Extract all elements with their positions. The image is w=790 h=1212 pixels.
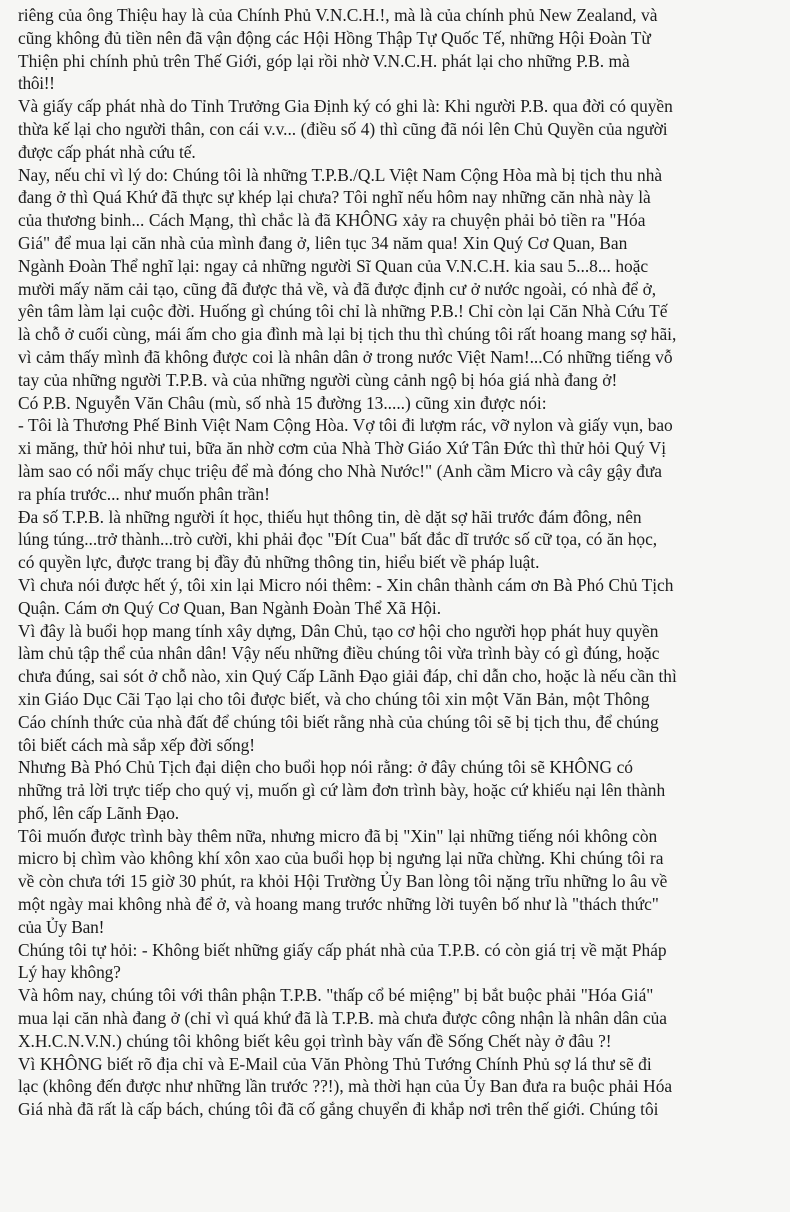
text-line: vì cảm thấy mình đã không được coi là nhân dân ở trong nước Việt Nam!...Có những tiếng vỗ [18,346,673,367]
text-line: đang ở thì Quá Khứ đã thực sự khép lại chưa? Tôi nghĩ nếu hôm nay những căn nhà này là [18,187,651,208]
text-line: X.H.C.N.V.N.) chúng tôi không biết kêu gọi trình bày vấn đề Sống Chết này ở đâu ?! [18,1030,612,1051]
text-line: chưa đúng, sai sót ở chỗ nào, xin Quý Cấp Lãnh Đạo giải đáp, chỉ dẫn cho, hoặc là nếu cần thì [18,666,677,687]
text-line: xi măng, thử hỏi như tui, bữa ăn nhờ cơm của Nhà Thờ Giáo Xứ Tân Đức thì thử hỏi Quý Vị [18,438,667,459]
text-line: Đa số T.P.B. là những người ít học, thiếu hụt thông tin, dè dặt sợ hãi trước đám đông, nên [18,506,642,527]
text-line: Vì chưa nói được hết ý, tôi xin lại Micro nói thêm: - Xin chân thành cám ơn Bà Phó Chủ Tịch [18,574,674,595]
text-line: Nay, nếu chỉ vì lý do: Chúng tôi là những T.P.B./Q.L Việt Nam Cộng Hòa mà bị tịch thu nhà [18,164,663,185]
text-line: Thiện phi chính phủ trên Thế Giới, góp lại rồi nhờ V.N.C.H. phát lại cho những P.B. mà [18,50,630,71]
text-line: là chỗ ở cuối cùng, mái ấm cho gia đình mà lại bị tịch thu thì chúng tôi rất hoang mang sợ hãi, [18,324,677,345]
text-line: tay của những người T.P.B. và của những người cùng cảnh ngộ bị hóa giá nhà đang ở! [18,369,618,390]
text-line: Ngành Đoàn Thể nghĩ lại: ngay cả những người Sĩ Quan của V.N.C.H. kia sau 5...8... hoặc [18,255,649,276]
text-line: Vì đây là buổi họp mang tính xây dựng, Dân Chủ, tạo cơ hội cho người họp phát huy quyền [18,620,659,641]
text-line: thôi!! [18,73,55,94]
text-line: được cấp phát nhà cứu tế. [18,141,196,162]
text-line: mua lại căn nhà đang ở (chỉ vì quá khứ đã là T.P.B. mà chưa được công nhận là nhân dân của [18,1008,667,1029]
text-line: Giá" để mua lại căn nhà của mình đang ở, liên tục 34 năm qua! Xin Quý Cơ Quan, Ban [18,232,628,253]
text-line: Có P.B. Nguyễn Văn Châu (mù, số nhà 15 đường 13.....) cũng xin được nói: [18,392,547,413]
text-line: Và giấy cấp phát nhà do Tỉnh Trưởng Gia Định ký có ghi là: Khi người P.B. qua đời có quyền [18,96,673,117]
text-line: Lý hay không? [18,962,121,983]
text-line: cũng không đủ tiền nên đã vận động các Hội Hồng Thập Tự Quốc Tế, những Hội Đoàn Từ [18,27,651,48]
text-line: mười mấy năm cải tạo, cũng đã được thả về, và đã được định cư ở nước ngoài, có nhà để ở, [18,278,657,299]
text-line: của Ủy Ban! [18,916,105,937]
text-line: micro bị chìm vào không khí xôn xao của buổi họp bị ngưng lại nữa chừng. Khi chúng tôi ra [18,848,664,869]
text-line: làm sao có nổi mấy chục triệu để mà đóng cho Nhà Nước!" (Anh cầm Micro và cây gậy đưa [18,460,662,481]
text-line: Chúng tôi tự hỏi: - Không biết những giấy cấp phát nhà của T.P.B. có còn giá trị về mặt Pháp [18,939,667,960]
text-line: một ngày mai không nhà để ở, và hoang mang trước những lời tuyên bố như là "thách thức" [18,894,659,915]
text-line: Giá nhà đã rất là cấp bách, chúng tôi đã cố gắng chuyển đi khắp nơi trên thế giới. Chúng tôi [18,1099,659,1120]
text-line: yên tâm làm lại cuộc đời. Huống gì chúng tôi chỉ là những P.B.! Chỉ còn lại Căn Nhà Cứu Tế [18,301,668,322]
text-line: làm chủ tập thể của nhân dân! Vậy nếu những điều chúng tôi vừa trình bày có gì đúng, hoặc [18,643,660,664]
text-line: - Tôi là Thương Phế Binh Việt Nam Cộng Hòa. Vợ tôi đi lượm rác, vỡ nylon và giấy vụn, bao [18,415,673,436]
text-line: ra phía trước... như muốn phân trần! [18,483,270,504]
text-line: phố, lên cấp Lãnh Đạo. [18,802,180,823]
document-body [18,4,790,1121]
text-line: những trả lời trực tiếp cho quý vị, muốn gì cứ làm đơn trình bày, hoặc cứ khiếu nại lên thành [18,780,666,801]
text-line: Nhưng Bà Phó Chủ Tịch đại diện cho buổi họp nói rằng: ở đây chúng tôi sẽ KHÔNG có [18,757,633,778]
text-line: riêng của ông Thiệu hay là của Chính Phủ V.N.C.H.!, mà là của chính phủ New Zealand, và [18,5,658,25]
text-line: của thương binh... Cách Mạng, thì chắc là đã KHÔNG xảy ra chuyện phải bỏ tiền ra "Hóa [18,210,646,231]
text-line: Tôi muốn được trình bày thêm nữa, nhưng micro đã bị "Xin" lại những tiếng nói không còn [18,825,658,846]
text-line: có quyền lực, được trang bị đầy đủ những thông tin, hiểu biết về pháp luật. [18,552,540,573]
text-line: Vì KHÔNG biết rõ địa chỉ và E-Mail của Văn Phòng Thủ Tướng Chính Phủ sợ lá thư sẽ đi [18,1053,652,1074]
text-line: Và hôm nay, chúng tôi với thân phận T.P.B. "thấp cổ bé miệng" bị bắt buộc phải "Hóa Giá" [18,985,654,1006]
text-line: Quận. Cám ơn Quý Cơ Quan, Ban Ngành Đoàn Thể Xã Hội. [18,597,442,618]
text-line: lúng túng...trở thành...trò cười, khi phải đọc "Đít Cua" bất đắc dĩ trước số cữ tọa, có ăn học, [18,529,658,550]
text-line: lạc (không đến được như những lần trước ??!), mà thời hạn của Ủy Ban đưa ra buộc phải Hóa [18,1076,673,1097]
text-line: Cáo chính thức của nhà đất để chúng tôi biết rằng nhà của chúng tôi sẽ bị tịch thu, để chúng [18,711,659,732]
text-line: tôi biết cách mà sắp xếp đời sống! [18,734,256,755]
text-line: xin Giáo Dục Cãi Tạo lại cho tôi được biết, và cho chúng tôi xin một Văn Bản, một Thông [18,688,650,709]
text-line: về còn chưa tới 15 giờ 30 phút, ra khỏi Hội Trường Ủy Ban lòng tôi nặng trĩu những lo âu về [18,871,668,892]
text-line: thừa kế lại cho người thân, con cái v.v... (điều số 4) thì cũng đã nói lên Chủ Quyền của người [18,118,668,139]
